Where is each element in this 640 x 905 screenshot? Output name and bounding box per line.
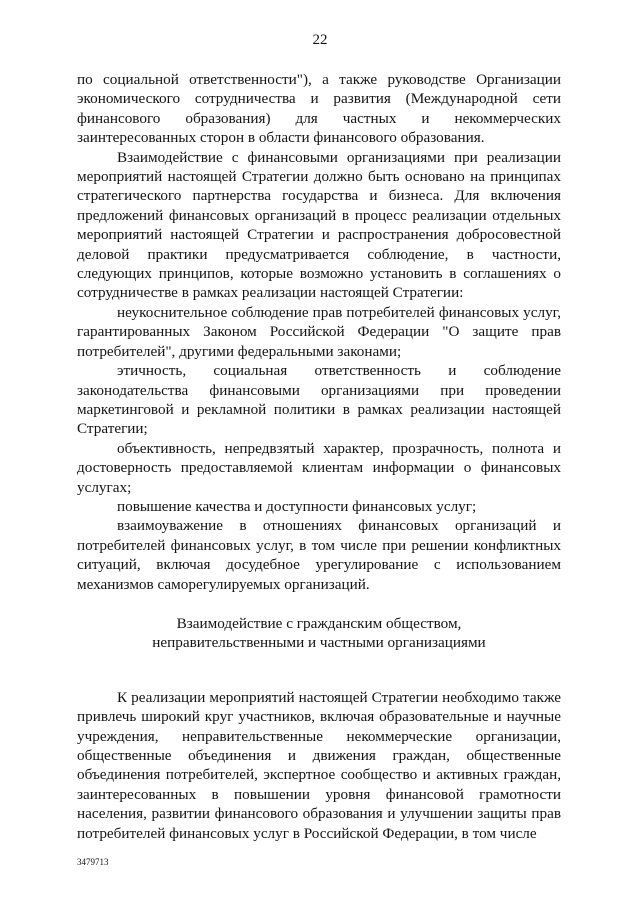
document-body bbox=[77, 70, 561, 843]
paragraph-financial-organizations: Взаимодействие с финансовыми организациями при реализации мероприятий настоящей Стратегии должно быть основано на принципах стратегического партнерства государства и бизнеса. Для включения предложений финансовых организаций в процесс реализации отдельных мероприятий настоящей Стратегии и распространения добросовестной деловой практики предусматривается соблюдение, в частности, следующих принципов, которые возможно установить в соглашениях о сотрудничестве в рамках реализации настоящей Стратегии: bbox=[77, 148, 561, 302]
principle-consumer-rights: неукоснительное соблюдение прав потребителей финансовых услуг, гарантированных Законом Российской Федерации "О защите прав потребителей", другими федеральными законами; bbox=[77, 303, 561, 360]
section-heading-line-2: неправительственными и частными организациями bbox=[152, 634, 486, 652]
principle-ethics: этичность, социальная ответственность и соблюдение законодательства финансовыми организациями при проведении маркетинговой и рекламной политики в рамках реализации настоящей Стратегии; bbox=[77, 362, 561, 438]
principle-quality: повышение качества и доступности финансовых услуг; bbox=[117, 497, 477, 515]
principle-objectivity: объективность, непредвзятый характер, прозрачность, полнота и достоверность предоставляемой клиентам информации о финансовых услугах; bbox=[77, 439, 561, 496]
paragraph-civil-society: К реализации мероприятий настоящей Стратегии необходимо также привлечь широкий круг участников, включая образовательные и научные учреждения, неправительственные некоммерческие организации, общественные объединения и движения граждан, общественные объединения потребителей, экспертное сообщество и активных граждан, заинтересованных в повышении уровня финансовой грамотности населения, развитии финансового образования и улучшении защиты прав потребителей финансовых услуг в Российской Федерации, в том числе bbox=[77, 688, 561, 842]
paragraph-continuation: по социальной ответственности"), а также руководстве Организации экономического сотрудничества и развития (Международной сети финансового образования) для частных и некоммерческих заинтересованных сторон в области финансового образования. bbox=[77, 71, 561, 147]
section-heading bbox=[77, 614, 561, 653]
document-id: 3479713 bbox=[77, 857, 109, 867]
page-number: 22 bbox=[312, 32, 328, 48]
principle-mutual-respect: взаимоуважение в отношениях финансовых организаций и потребителей финансовых услуг, в том числе при решении конфликтных ситуаций, включая досудебное урегулирование с использованием механизмов саморегулируемых организаций. bbox=[77, 517, 561, 593]
section-heading-line-1: Взаимодействие с гражданским обществом, bbox=[176, 614, 462, 632]
